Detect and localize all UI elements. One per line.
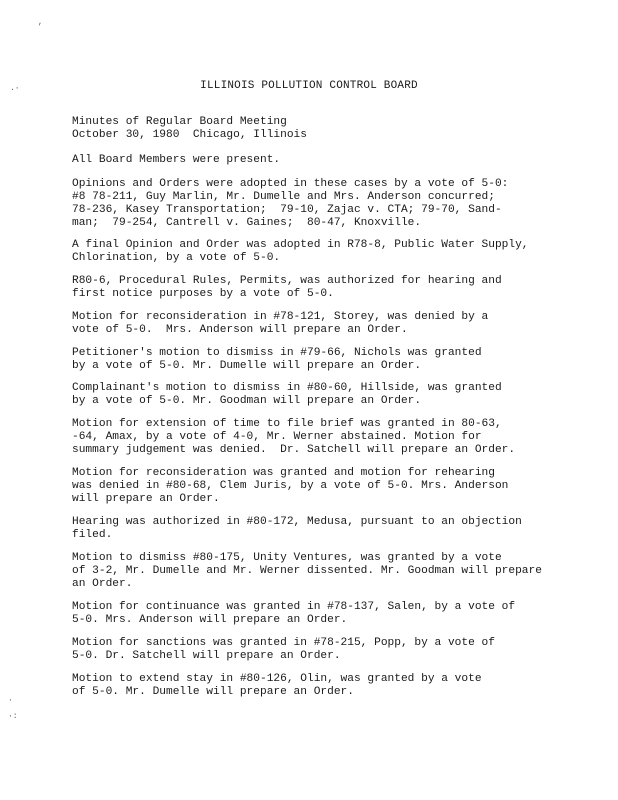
- document-title: ILLINOIS POLLUTION CONTROL BOARD: [200, 80, 418, 92]
- paragraph: Motion for reconsideration in #78-121, Storey, was denied by a vote of 5-0. Mrs. Anderson will prepare an Order.: [72, 311, 489, 336]
- meeting-date-location: October 30, 1980 Chicago, Illinois: [72, 129, 307, 141]
- paragraph: Motion for extension of time to file brief was granted in 80-63, -64, Amax, by a vote of 4-0, Mr. Werner abstained. Motion for summary judgement was denied. Dr. Satchell will prepare an Order.: [72, 418, 516, 456]
- scan-mark: ·:: [8, 712, 18, 721]
- paragraph: Motion for continuance was granted in #78-137, Salen, by a vote of 5-0. Mrs. Anderson will prepare an Order.: [72, 601, 516, 626]
- paragraph: Opinions and Orders were adopted in these cases by a vote of 5-0: #8 78-211, Guy Marlin, Mr. Dumelle and Mrs. Anderson concurred; 78-236, Kasey Transportation; 79-10, Zajac v. CTA; 79-70, Sand- man; 79-254, Cantrell v. Gaines; 80-47, Knoxville.: [72, 178, 509, 229]
- paragraph: A final Opinion and Order was adopted in R78-8, Public Water Supply, Chlorination, by a vote of 5-0.: [72, 239, 529, 264]
- paragraph: Motion for reconsideration was granted and motion for rehearing was denied in #80-68, Clem Juris, by a vote of 5-0. Mrs. Anderson will prepare an Order.: [72, 467, 509, 505]
- paragraph: R80-6, Procedural Rules, Permits, was authorized for hearing and first notice purposes by a vote of 5-0.: [72, 275, 502, 300]
- scan-mark: .·: [10, 84, 20, 93]
- paragraph: Hearing was authorized in #80-172, Medusa, pursuant to an objection filed.: [72, 516, 522, 541]
- paragraph: Motion to dismiss #80-175, Unity Ventures, was granted by a vote of 3-2, Mr. Dumelle and Mr. Werner dissented. Mr. Goodman will prepare an Order.: [72, 552, 542, 590]
- scan-mark: ·: [8, 696, 13, 705]
- attendance-statement: All Board Members were present.: [72, 154, 281, 166]
- scan-mark: ,: [38, 18, 43, 27]
- minutes-heading-line: Minutes of Regular Board Meeting: [72, 116, 287, 128]
- paragraph: Motion to extend stay in #80-126, Olin, was granted by a vote of 5-0. Mr. Dumelle will prepare an Order.: [72, 673, 482, 698]
- paragraph: Motion for sanctions was granted in #78-215, Popp, by a vote of 5-0. Dr. Satchell will prepare an Order.: [72, 637, 495, 662]
- paragraph: Petitioner's motion to dismiss in #79-66, Nichols was granted by a vote of 5-0. Mr. Dumelle will prepare an Order.: [72, 347, 482, 372]
- paragraph: Complainant's motion to dismiss in #80-60, Hillside, was granted by a vote of 5-0. Mr. Goodman will prepare an Order.: [72, 382, 502, 407]
